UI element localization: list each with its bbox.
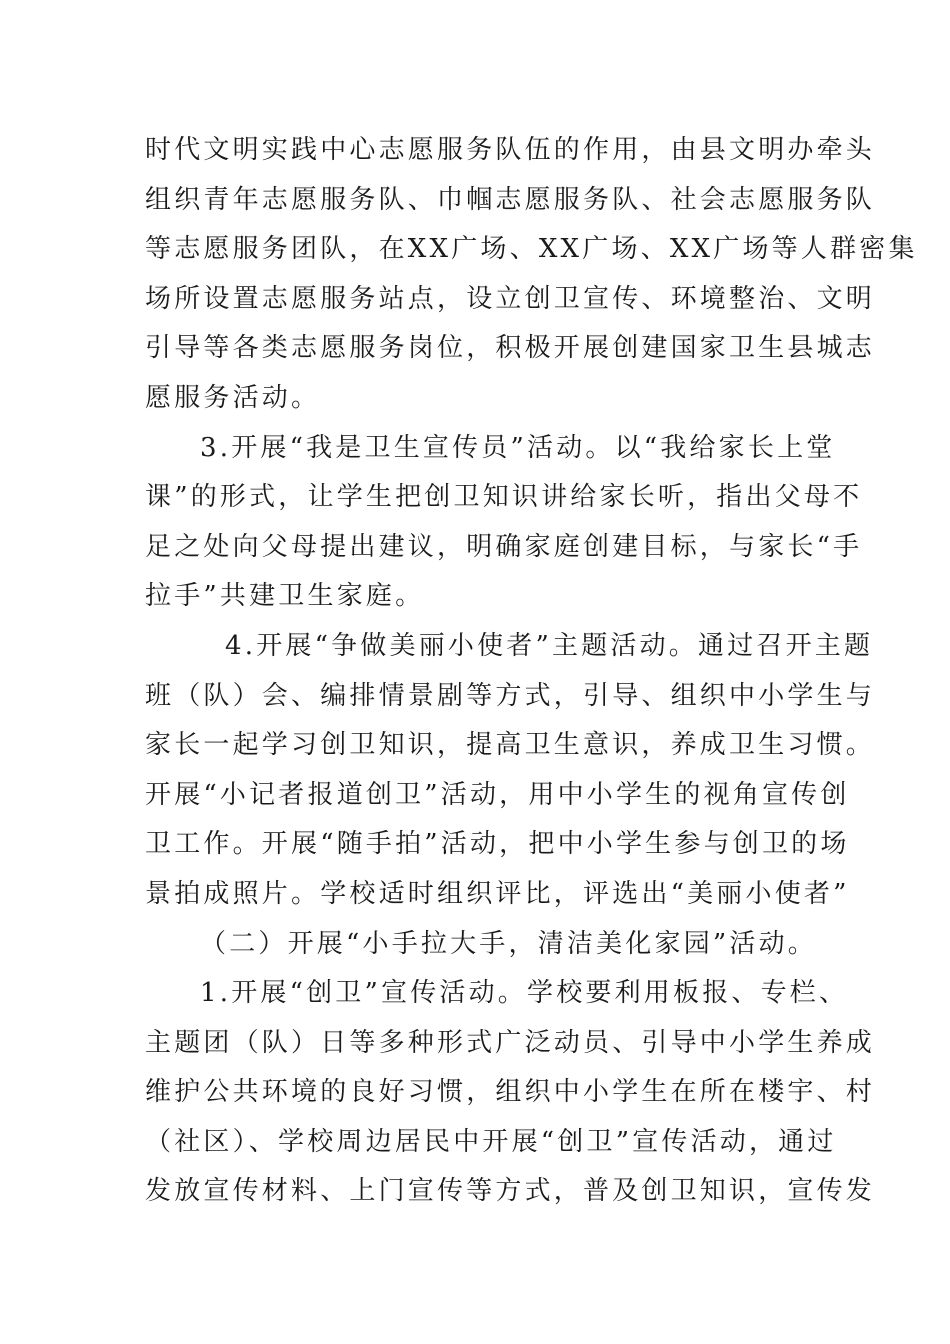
text-line: （社区）、学校周边居民中开展“创卫”宣传活动，通过 <box>145 1126 837 1157</box>
text-line: 家长一起学习创卫知识，提高卫生意识，养成卫生习惯。 <box>145 730 876 761</box>
text-line: 开展“小记者报道创卫”活动，用中小学生的视角宣传创 <box>145 779 850 810</box>
text-line: 等志愿服务团队，在XX广场、XX广场、XX广场等人群密集 <box>145 234 918 265</box>
section-heading: （二）开展“小手拉大手，清洁美化家园”活动。 <box>200 928 817 959</box>
text-line: 课”的形式，让学生把创卫知识讲给家长听，指出父母不 <box>145 482 863 513</box>
text-line: 卫工作。开展“随手拍”活动，把中小学生参与创卫的场 <box>145 829 850 860</box>
text-line: 维护公共环境的良好习惯，组织中小学生在所在楼宇、村 <box>145 1077 876 1108</box>
paragraph-start-line: 4.开展“争做美丽小使者”主题活动。通过召开主题 <box>225 630 874 661</box>
text-line: 场所设置志愿服务站点，设立创卫宣传、环境整治、文明 <box>145 283 876 314</box>
document-body <box>145 126 918 1217</box>
text-line: 景拍成照片。学校适时组织评比，评选出“美丽小使者” <box>145 878 850 909</box>
text-line: 组织青年志愿服务队、巾帼志愿服务队、社会志愿服务队 <box>145 184 876 215</box>
paragraph-start-line: 3.开展“我是卫生宣传员”活动。以“我给家长上堂 <box>200 432 836 463</box>
text-line: 班（队）会、编排情景剧等方式，引导、组织中小学生与 <box>145 680 876 711</box>
text-line: 发放宣传材料、上门宣传等方式，普及创卫知识，宣传发 <box>145 1176 876 1207</box>
text-line: 引导等各类志愿服务岗位，积极开展创建国家卫生县城志 <box>145 333 876 364</box>
text-line: 足之处向父母提出建议，明确家庭创建目标，与家长“手 <box>145 531 863 562</box>
paragraph-start-line: 1.开展“创卫”宣传活动。学校要利用板报、专栏、 <box>200 978 849 1009</box>
text-line: 愿服务活动。 <box>145 382 321 413</box>
text-line: 拉手”共建卫生家庭。 <box>145 581 425 612</box>
text-line: 时代文明实践中心志愿服务队伍的作用，由县文明办牵头 <box>145 135 876 165</box>
text-line: 主题团（队）日等多种形式广泛动员、引导中小学生养成 <box>145 1027 876 1058</box>
